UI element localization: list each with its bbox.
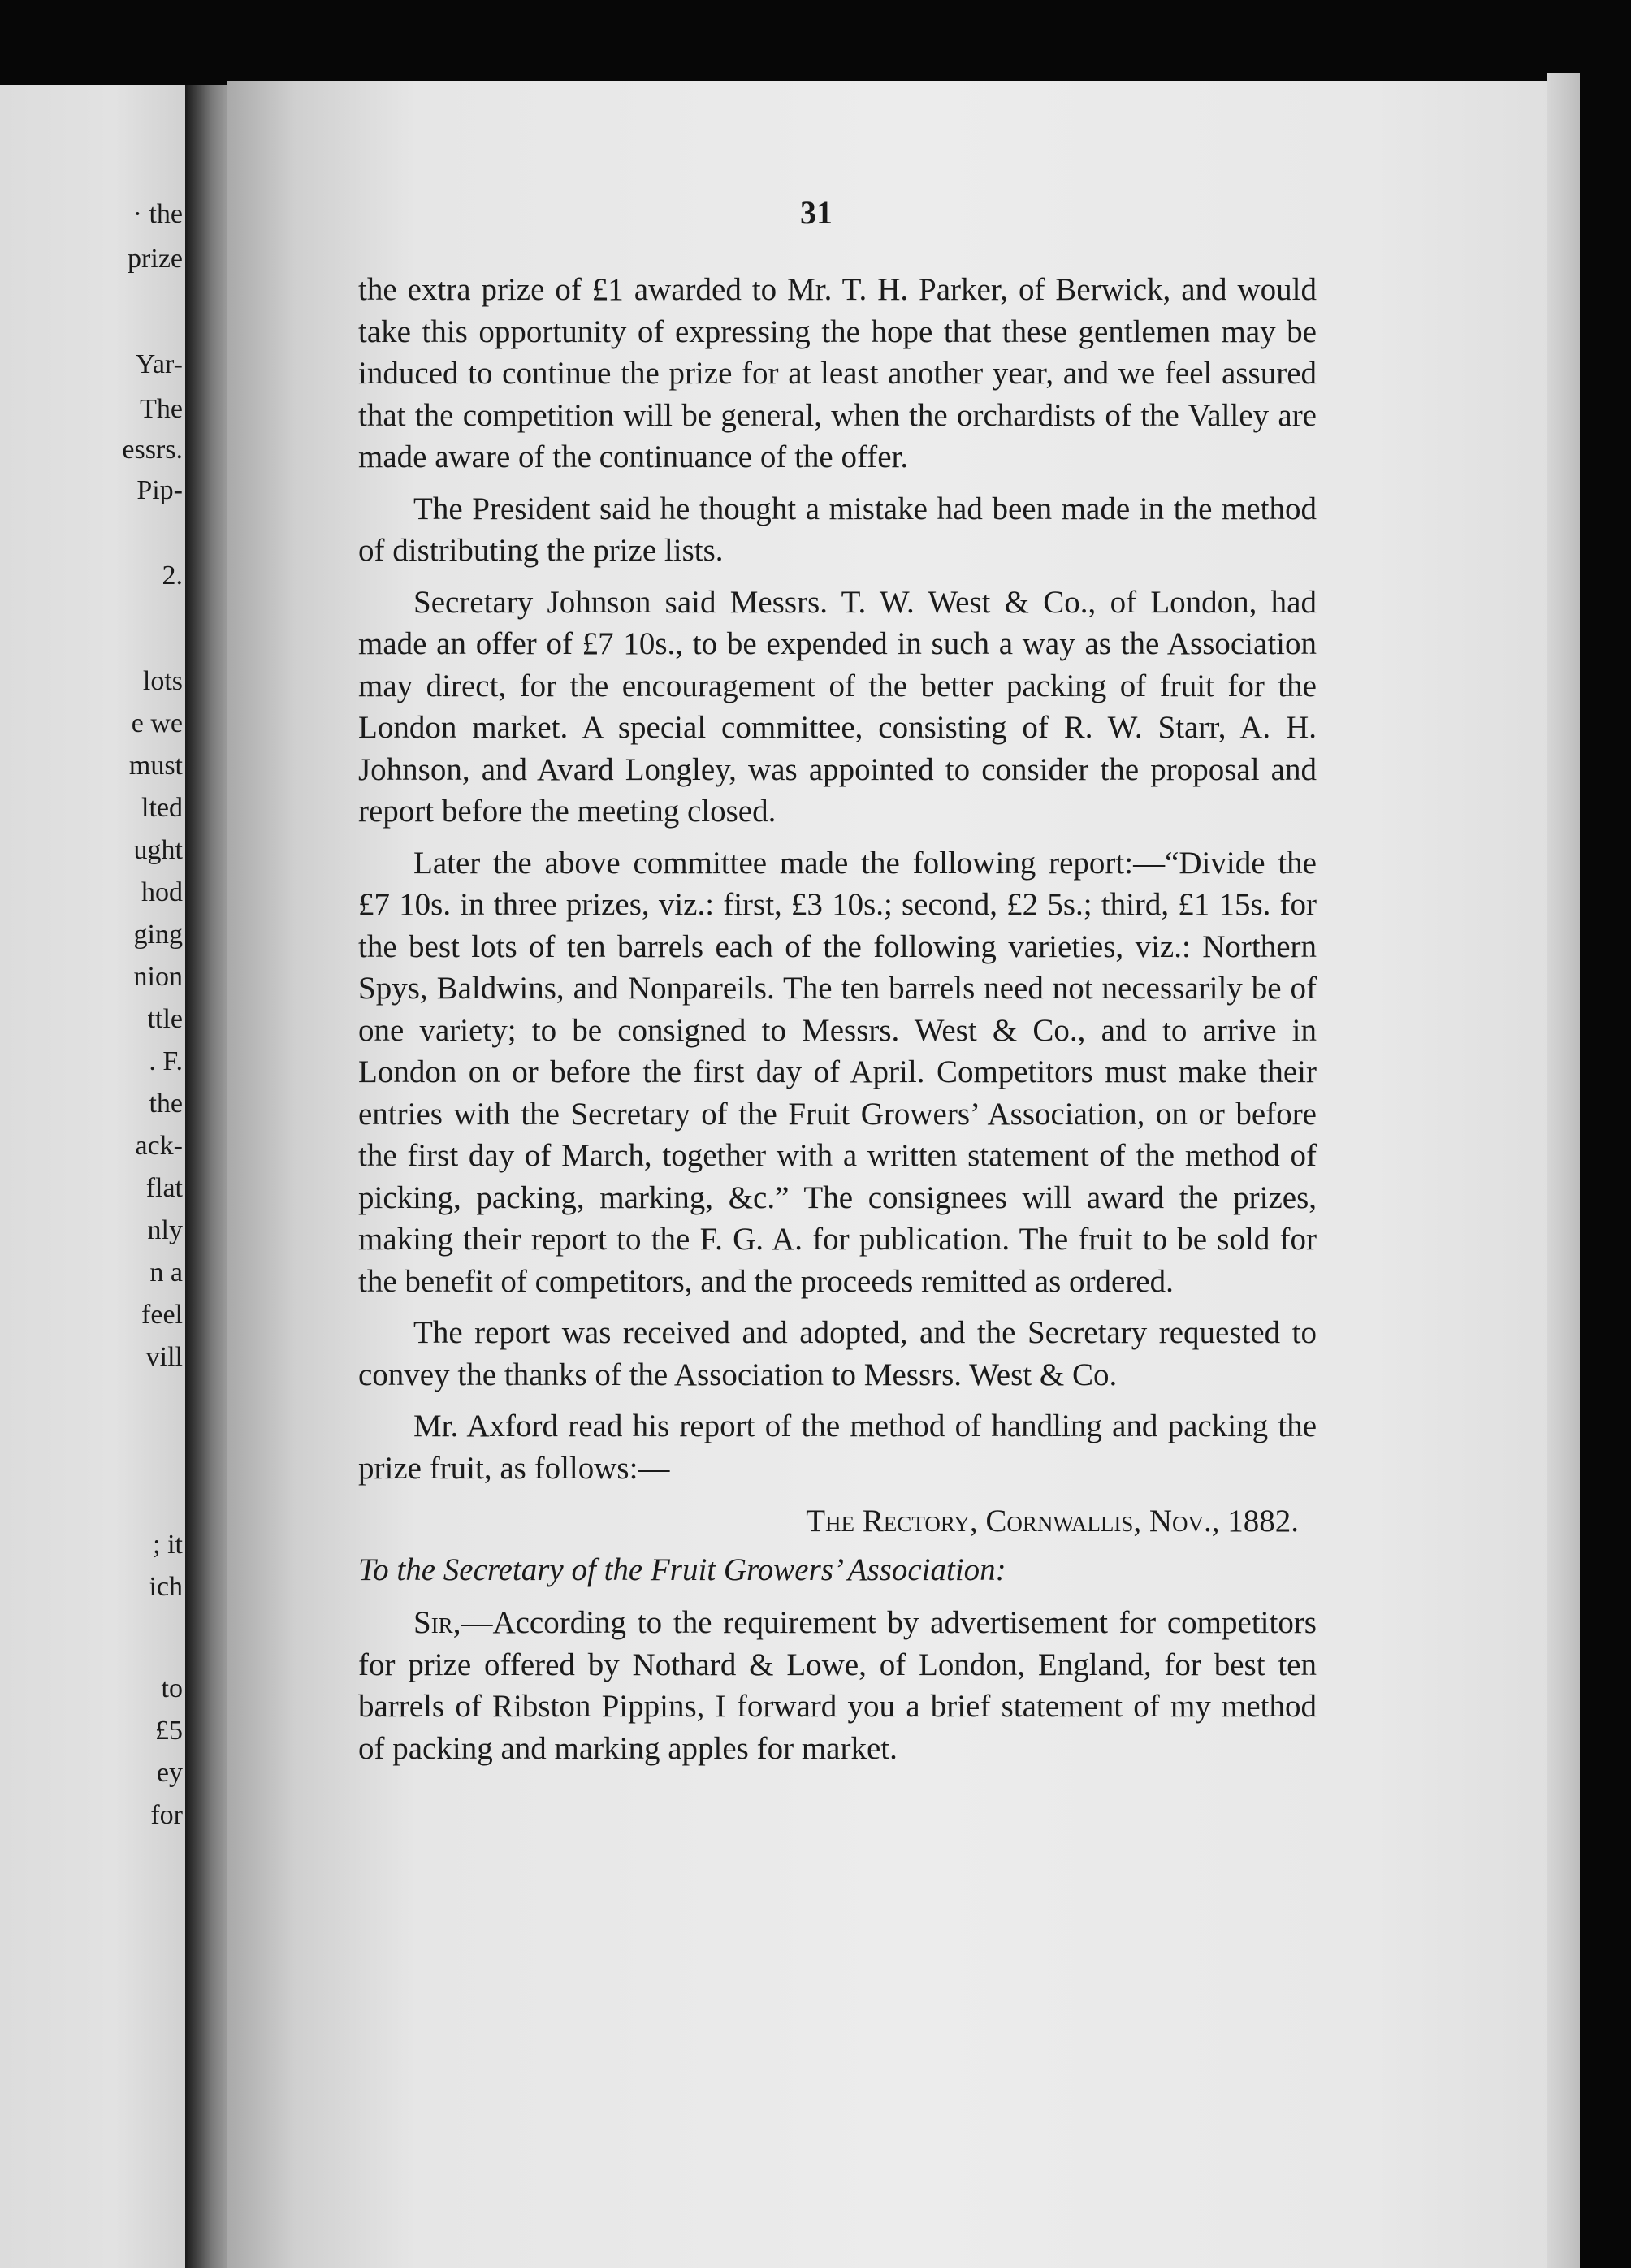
page-edge [1547, 73, 1580, 2268]
left-page-fragment: n a [149, 1257, 183, 1288]
left-page-fragment: ich [149, 1572, 183, 1602]
left-page-fragment: The [140, 394, 183, 424]
left-page-fragment: 2. [162, 561, 183, 591]
left-page-fragment: to [161, 1673, 183, 1703]
left-page-fragment: ; it [153, 1530, 183, 1560]
letter-body-text: —According to the requirement by advertisement for competitors for prize offered by Nothard & Lowe, of London, England, for best ten barrels of Ribston Pippins, I forward you a brief statement of my method of packing and marking apples for market. [358, 1605, 1317, 1766]
left-page-fragment: ging [133, 920, 183, 950]
letter-dateline: The Rectory, Cornwallis, Nov., 1882. [806, 1504, 1299, 1539]
left-page-fragment: £5 [155, 1716, 183, 1746]
book-gutter-shadow [185, 85, 234, 2268]
paragraph-secretary-johnson: Secretary Johnson said Messrs. T. W. West & Co., of London, had made an offer of £7 10s., to be expended in such a way as the Association may direct, for the encouragement of the better packing of fruit for the London market. A special committee, consisting of R. W. Starr, A. H. Johnson, and Avard Longley, was appointed to consider the proposal and report before the meeting closed. [358, 584, 1317, 829]
letter-body-paragraph [358, 1602, 1317, 1769]
paragraph-continuation: the extra prize of £1 awarded to Mr. T. H. Parker, of Berwick, and would take this opportunity of expressing the hope that these gentlemen may be induced to continue the prize for at least another year, and we feel assured that the competition will be general, when the orchardists of the Valley are made aware of the continuance of the offer. [358, 272, 1317, 474]
left-page-fragment: hod [141, 877, 183, 907]
left-page-fragment: ack- [135, 1131, 183, 1161]
left-page-fragment: nly [147, 1215, 183, 1245]
left-page-fragment: prize [128, 244, 183, 274]
left-page-fragment: flat [145, 1173, 183, 1203]
left-page-fragment: ey [156, 1758, 183, 1788]
left-page-fragment: ught [133, 835, 183, 865]
left-page-fragment: Yar- [135, 349, 183, 379]
letter-opening-word: Sir, [413, 1605, 461, 1640]
left-page-text-fragments [0, 85, 183, 2268]
left-page-fragment: the [149, 1089, 183, 1119]
left-page-fragment: · the [132, 199, 183, 229]
left-page-fragment: ttle [147, 1004, 183, 1034]
paragraph-committee-report: Later the above committee made the following report:—“Divide the £7 10s. in three prizes, viz.: first, £3 10s.; second, £2 5s.; third, £1 15s. for the best lots of ten barrels each of the following varieties, viz.: Northern Spys, Baldwins, and Nonpareils. The ten barrels need not necessarily be of one variety; to be consigned to Messrs. West & Co., and to arrive in London on or before the first day of April. Competitors must make their entries with the Secretary of the Fruit Growers’ Association, on or before the first day of March, together with a written statement of the method of picking, packing, marking, &c.” The consignees will award the prizes, making their report to the F. G. A. for publication. The fruit to be sold for the benefit of competitors, and the proceeds remitted as ordered. [358, 845, 1317, 1299]
page-number: 31 [800, 194, 833, 231]
left-page-fragment: must [128, 751, 183, 781]
left-page-fragment: e we [131, 708, 183, 738]
left-page-fragment: nion [133, 962, 183, 992]
letter-salutation: To the Secretary of the Fruit Growers’ Association: [358, 1552, 1006, 1587]
paragraph-president: The President said he thought a mistake had been made in the method of distributing the prize lists. [358, 491, 1317, 568]
left-page-fragment: feel [141, 1300, 183, 1330]
left-page-fragment: lted [141, 793, 183, 823]
left-page-fragment: lots [142, 666, 183, 696]
left-page-fragment: . F. [149, 1046, 183, 1076]
left-page-fragment: Pip- [136, 475, 183, 505]
left-facing-page [0, 85, 191, 2268]
left-page-fragment: essrs. [122, 435, 183, 465]
left-page-fragment: vill [145, 1342, 183, 1372]
page-body [358, 191, 1317, 1779]
paragraph-axford-report: Mr. Axford read his report of the method of handling and packing the prize fruit, as follows:— [358, 1409, 1317, 1486]
left-page-fragment: for [150, 1800, 183, 1830]
paragraph-report-adopted: The report was received and adopted, and the Secretary requested to convey the thanks of the Association to Messrs. West & Co. [358, 1315, 1317, 1392]
